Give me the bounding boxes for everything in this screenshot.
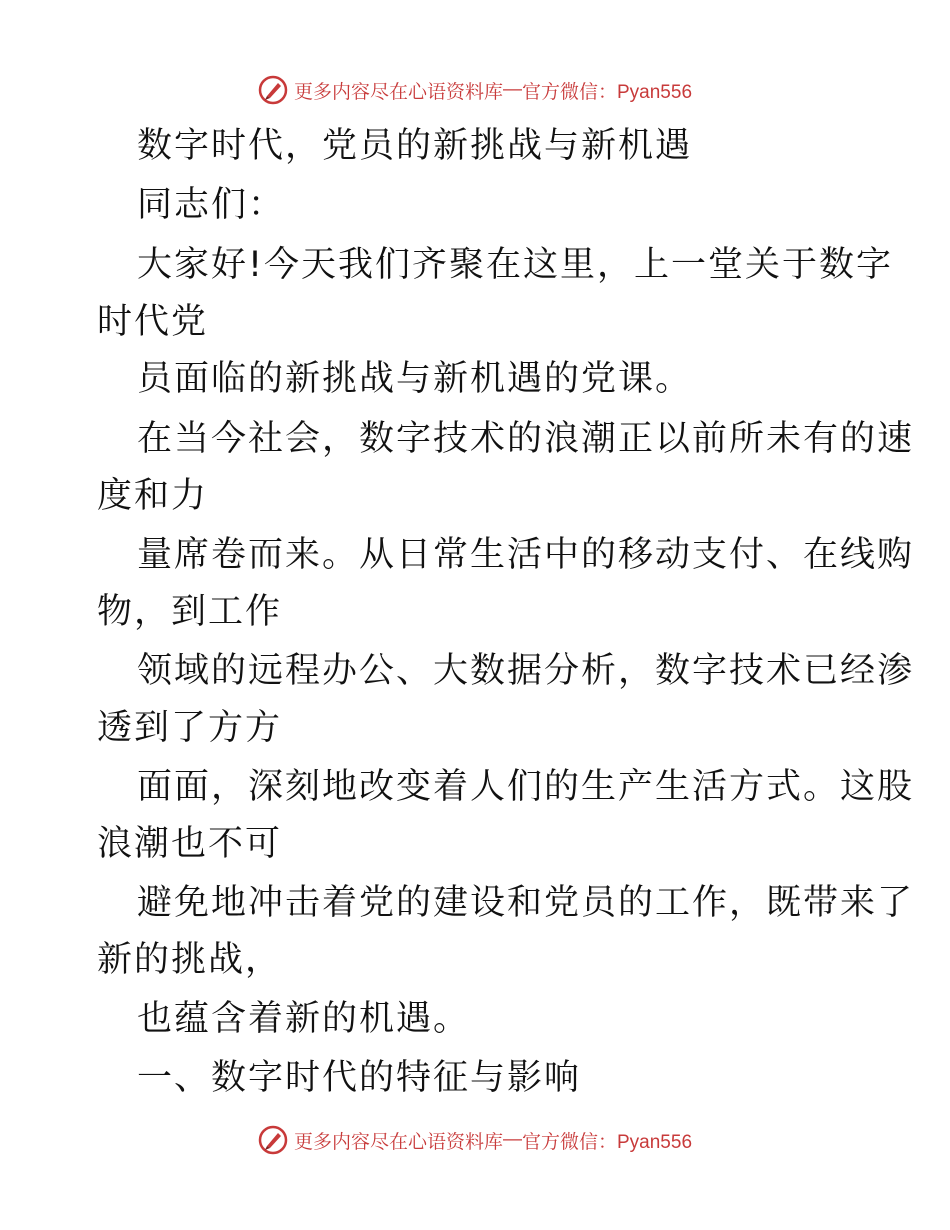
header-banner xyxy=(0,70,950,110)
text-line: 时代党 xyxy=(97,302,209,342)
text-line: 量席卷而来。从日常生活中的移动支付、在线购 xyxy=(137,535,915,575)
text-line: 物，到工作 xyxy=(97,592,283,632)
text-line: 浪潮也不可 xyxy=(97,824,283,864)
text-line: 员面临的新挑战与新机遇的党课。 xyxy=(137,359,693,399)
pen-quill-logo-icon xyxy=(258,1125,288,1155)
text-line: 领域的远程办公、大数据分析，数字技术已经渗 xyxy=(137,651,915,691)
banner-separator: — xyxy=(503,79,522,100)
banner-wechat: 官方微信：Pyan556 xyxy=(522,81,693,103)
footer-banner xyxy=(0,1120,950,1160)
banner-text: 更多内容尽在心语资料库 xyxy=(293,1131,503,1153)
banner-separator: — xyxy=(503,1129,522,1150)
text-line: 也蕴含着新的机遇。 xyxy=(137,999,471,1039)
banner-wechat: 官方微信：Pyan556 xyxy=(522,1131,693,1153)
text-line: 大家好!今天我们齐聚在这里，上一堂关于数字 xyxy=(137,245,894,285)
pen-quill-logo-icon xyxy=(258,75,288,105)
section-heading: 一、数字时代的特征与影响 xyxy=(137,1058,582,1098)
text-line: 面面，深刻地改变着人们的生产生活方式。这股 xyxy=(137,767,915,807)
text-line: 度和力 xyxy=(97,476,209,516)
text-line: 透到了方方 xyxy=(97,708,283,748)
salutation: 同志们： xyxy=(137,185,286,225)
document-title: 数字时代，党员的新挑战与新机遇 xyxy=(137,126,693,166)
banner-text: 更多内容尽在心语资料库 xyxy=(293,81,503,103)
text-line: 新的挑战， xyxy=(97,940,283,980)
text-line: 在当今社会，数字技术的浪潮正以前所未有的速 xyxy=(137,419,915,459)
text-line: 避免地冲击着党的建设和党员的工作，既带来了 xyxy=(137,883,915,923)
